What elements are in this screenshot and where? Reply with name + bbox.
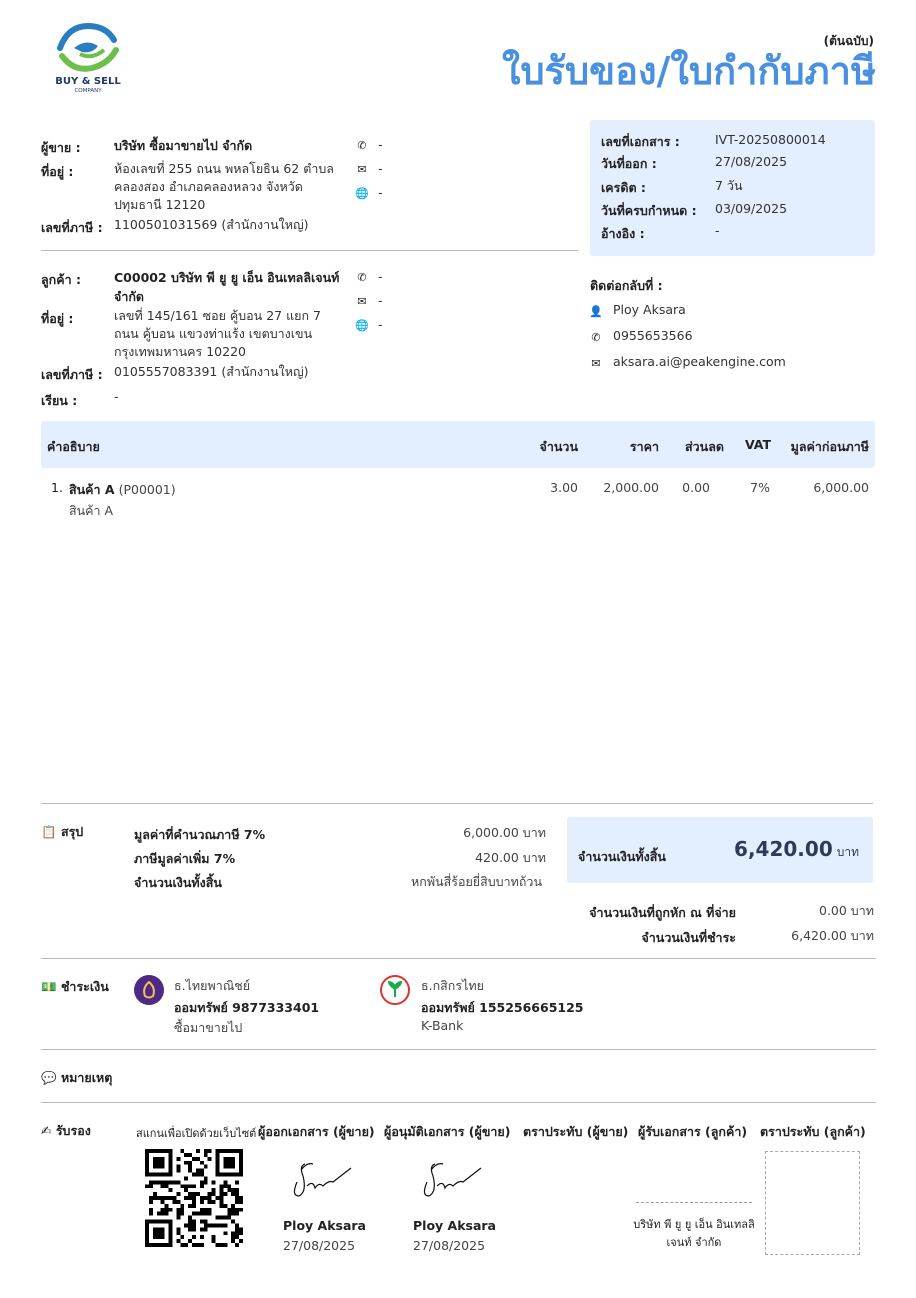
- grand-total: 6,420.00: [734, 837, 833, 861]
- company-logo: [52, 20, 124, 98]
- money-icon: 💵: [41, 979, 57, 994]
- seller-tax-label: เลขที่ภาษี :: [41, 220, 103, 235]
- seller-phone: -: [378, 137, 383, 152]
- receiver-company-line1: บริษัท พี ยู ยู เอ็น อินเทลลิ: [633, 1218, 755, 1231]
- bank2-holder: K-Bank: [421, 1018, 464, 1033]
- approver-label: ผู้อนุมัติเอกสาร (ผู้ขาย): [384, 1124, 511, 1139]
- comment-icon: 💬: [41, 1070, 57, 1085]
- customer-attn: -: [114, 389, 119, 404]
- withholding-amount: 0.00 บาท: [819, 903, 874, 918]
- issue-date-label: วันที่ออก :: [601, 156, 657, 171]
- payment-title: ชำระเงิน: [60, 979, 109, 994]
- item-code: (P00001): [118, 482, 176, 497]
- col-description: คำอธิบาย: [47, 439, 100, 454]
- customer-stamp-box: [765, 1151, 860, 1255]
- customer-attn-label: เรียน :: [41, 393, 78, 408]
- phone-icon: ✆: [357, 271, 367, 284]
- divider: [41, 1049, 876, 1050]
- col-vat: VAT: [744, 437, 771, 452]
- remark-title: หมายเหตุ: [60, 1070, 113, 1085]
- customer-label: ลูกค้า :: [41, 272, 81, 287]
- row-number: 1.: [51, 480, 63, 495]
- customer-address-line2: ถนน คู้บอน แขวงท่าแร้ง เขตบางเขน: [114, 326, 313, 341]
- customer-name-line1: C00002 บริษัท พี ยู ยู เอ็น อินเทลลิเจนท์: [114, 270, 340, 285]
- approval-title: รับรอง: [55, 1123, 91, 1138]
- doc-no-label: เลขที่เอกสาร :: [601, 134, 680, 149]
- handshake-logo-icon: [52, 20, 124, 76]
- customer-address-line1: เลขที่ 145/161 ซอย คู้บอน 27 แยก 7: [114, 308, 321, 323]
- scan-label: สแกนเพื่อเปิดด้วยเว็บไซต์: [136, 1127, 257, 1140]
- col-amount: มูลค่าก่อนภาษี: [790, 439, 869, 454]
- phone-icon: ✆: [591, 331, 601, 344]
- approver-date: 27/08/2025: [413, 1238, 486, 1253]
- total-in-words: หกพันสี่ร้อยยี่สิบบาทถ้วน: [411, 874, 542, 889]
- bank1-name: ธ.ไทยพาณิชย์: [174, 978, 251, 993]
- seller-name: บริษัท ซื้อมาขายไป จำกัด: [114, 138, 253, 153]
- seller-address-line1: ห้องเลขที่ 255 ถนน พหลโยธิน 62 ตำบล: [114, 161, 334, 176]
- customer-email: -: [378, 293, 383, 308]
- item-discount: 0.00: [682, 480, 710, 495]
- qr-code-icon[interactable]: [145, 1149, 243, 1247]
- divider: [41, 1102, 876, 1103]
- approver-signature: [417, 1152, 487, 1205]
- item-amount: 6,000.00: [813, 480, 869, 495]
- logo-sub: COMPANY: [74, 88, 102, 94]
- items-table-header: [41, 421, 875, 468]
- phone-icon: ✆: [357, 139, 367, 152]
- issuer-label: ผู้ออกเอกสาร (ผู้ขาย): [258, 1124, 375, 1139]
- bank1-account: ออมทรัพย์ 9877333401: [174, 1000, 320, 1015]
- item-quantity: 3.00: [550, 480, 578, 495]
- document-info-panel: [590, 120, 875, 256]
- seller-address-line3: ปทุมธานี 12120: [114, 197, 206, 212]
- due-date-label: วันที่ครบกำหนด :: [601, 203, 697, 218]
- total-label: จำนวนเงินทั้งสิ้น: [134, 875, 222, 890]
- envelope-icon: ✉: [357, 295, 367, 308]
- seller-label: ผู้ขาย :: [41, 140, 81, 155]
- divider: [41, 958, 876, 959]
- grand-total-panel: [567, 817, 873, 883]
- copy-label: (ต้นฉบับ): [823, 34, 874, 48]
- receiver-label: ผู้รับเอกสาร (ลูกค้า): [638, 1124, 748, 1139]
- divider: [41, 803, 873, 804]
- document-title: ใบรับของ/ใบกำกับภาษี: [501, 49, 876, 93]
- item-price: 2,000.00: [603, 480, 659, 495]
- col-quantity: จำนวน: [539, 439, 578, 454]
- customer-tax-label: เลขที่ภาษี :: [41, 367, 103, 382]
- contact-title: ติดต่อกลับที่ :: [590, 278, 663, 293]
- logo-name: BUY & SELL: [55, 76, 121, 87]
- col-discount: ส่วนลด: [685, 439, 724, 454]
- receiver-signature-line: [636, 1202, 752, 1203]
- bank2-name: ธ.กสิกรไทย: [421, 978, 484, 993]
- item-name-line: [69, 480, 176, 500]
- paid-amount: 6,420.00 บาท: [791, 928, 874, 943]
- user-icon: 👤: [589, 305, 603, 318]
- taxable-label: มูลค่าที่คำนวณภาษี 7%: [134, 827, 266, 842]
- grand-total-unit: บาท: [836, 845, 859, 859]
- signature-icon: ✍: [41, 1123, 52, 1138]
- issue-date: 27/08/2025: [715, 154, 788, 169]
- due-date: 03/09/2025: [715, 201, 788, 216]
- seller-stamp-label: ตราประทับ (ผู้ขาย): [523, 1124, 629, 1139]
- issuer-signature: [287, 1152, 357, 1205]
- issuer-name: Ploy Aksara: [283, 1218, 366, 1233]
- clipboard-icon: 📋: [41, 824, 57, 839]
- seller-web: -: [378, 185, 383, 200]
- item-description: สินค้า A: [69, 503, 114, 518]
- payment-title-wrap: [41, 977, 109, 997]
- customer-address-label: ที่อยู่ :: [41, 311, 74, 326]
- divider: [41, 250, 578, 251]
- approver-name: Ploy Aksara: [413, 1218, 496, 1233]
- paid-label: จำนวนเงินที่ชำระ: [641, 930, 736, 945]
- customer-tax-id: 0105557083391 (สำนักงานใหญ่): [114, 364, 309, 379]
- withholding-label: จำนวนเงินที่ถูกหัก ณ ที่จ่าย: [589, 905, 736, 920]
- receiver-company-line2: เจนท์ จำกัด: [666, 1236, 722, 1249]
- taxable-amount: 6,000.00 บาท: [463, 825, 546, 840]
- reference: -: [715, 223, 720, 238]
- contact-email: aksara.ai@peakengine.com: [613, 354, 786, 369]
- envelope-icon: ✉: [357, 163, 367, 176]
- seller-tax-id: 1100501031569 (สำนักงานใหญ่): [114, 217, 309, 232]
- seller-address-label: ที่อยู่ :: [41, 164, 74, 179]
- envelope-icon: ✉: [591, 357, 601, 370]
- customer-phone: -: [378, 269, 383, 284]
- contact-phone: 0955653566: [613, 328, 693, 343]
- kbank-icon: [380, 975, 410, 1005]
- grand-total-label: จำนวนเงินทั้งสิ้น: [578, 849, 666, 864]
- credit: 7 วัน: [715, 178, 743, 193]
- vat-amount: 420.00 บาท: [475, 850, 546, 865]
- credit-label: เครดิต :: [601, 180, 646, 195]
- doc-no: IVT-20250800014: [715, 132, 826, 147]
- grand-total-value: [734, 837, 859, 862]
- item-vat: 7%: [750, 480, 770, 495]
- table-row: [41, 478, 875, 522]
- receiver-company: [625, 1216, 763, 1252]
- customer-stamp-label: ตราประทับ (ลูกค้า): [760, 1124, 866, 1139]
- customer-web: -: [378, 317, 383, 332]
- customer-address-line3: กรุงเทพมหานคร 10220: [114, 344, 246, 359]
- approval-title-wrap: [41, 1121, 91, 1141]
- reference-label: อ้างอิง :: [601, 226, 645, 241]
- vat-label: ภาษีมูลค่าเพิ่ม 7%: [134, 851, 236, 866]
- seller-address-line2: คลองสอง อำเภอคลองหลวง จังหวัด: [114, 179, 303, 194]
- col-price: ราคา: [629, 439, 659, 454]
- contact-name: Ploy Aksara: [613, 302, 686, 317]
- globe-icon: 🌐: [355, 187, 369, 200]
- remark-title-wrap: [41, 1068, 112, 1088]
- globe-icon: 🌐: [355, 319, 369, 332]
- customer-name-line2: จำกัด: [114, 289, 145, 304]
- bank2-account: ออมทรัพย์ 155256665125: [421, 1000, 584, 1015]
- summary-title: สรุป: [60, 824, 84, 839]
- bank1-holder: ซื้อมาขายไป: [174, 1020, 243, 1035]
- issuer-date: 27/08/2025: [283, 1238, 356, 1253]
- seller-email: -: [378, 161, 383, 176]
- scb-bank-icon: [134, 975, 164, 1005]
- summary-title-wrap: [41, 822, 83, 842]
- item-name: สินค้า A: [69, 482, 115, 497]
